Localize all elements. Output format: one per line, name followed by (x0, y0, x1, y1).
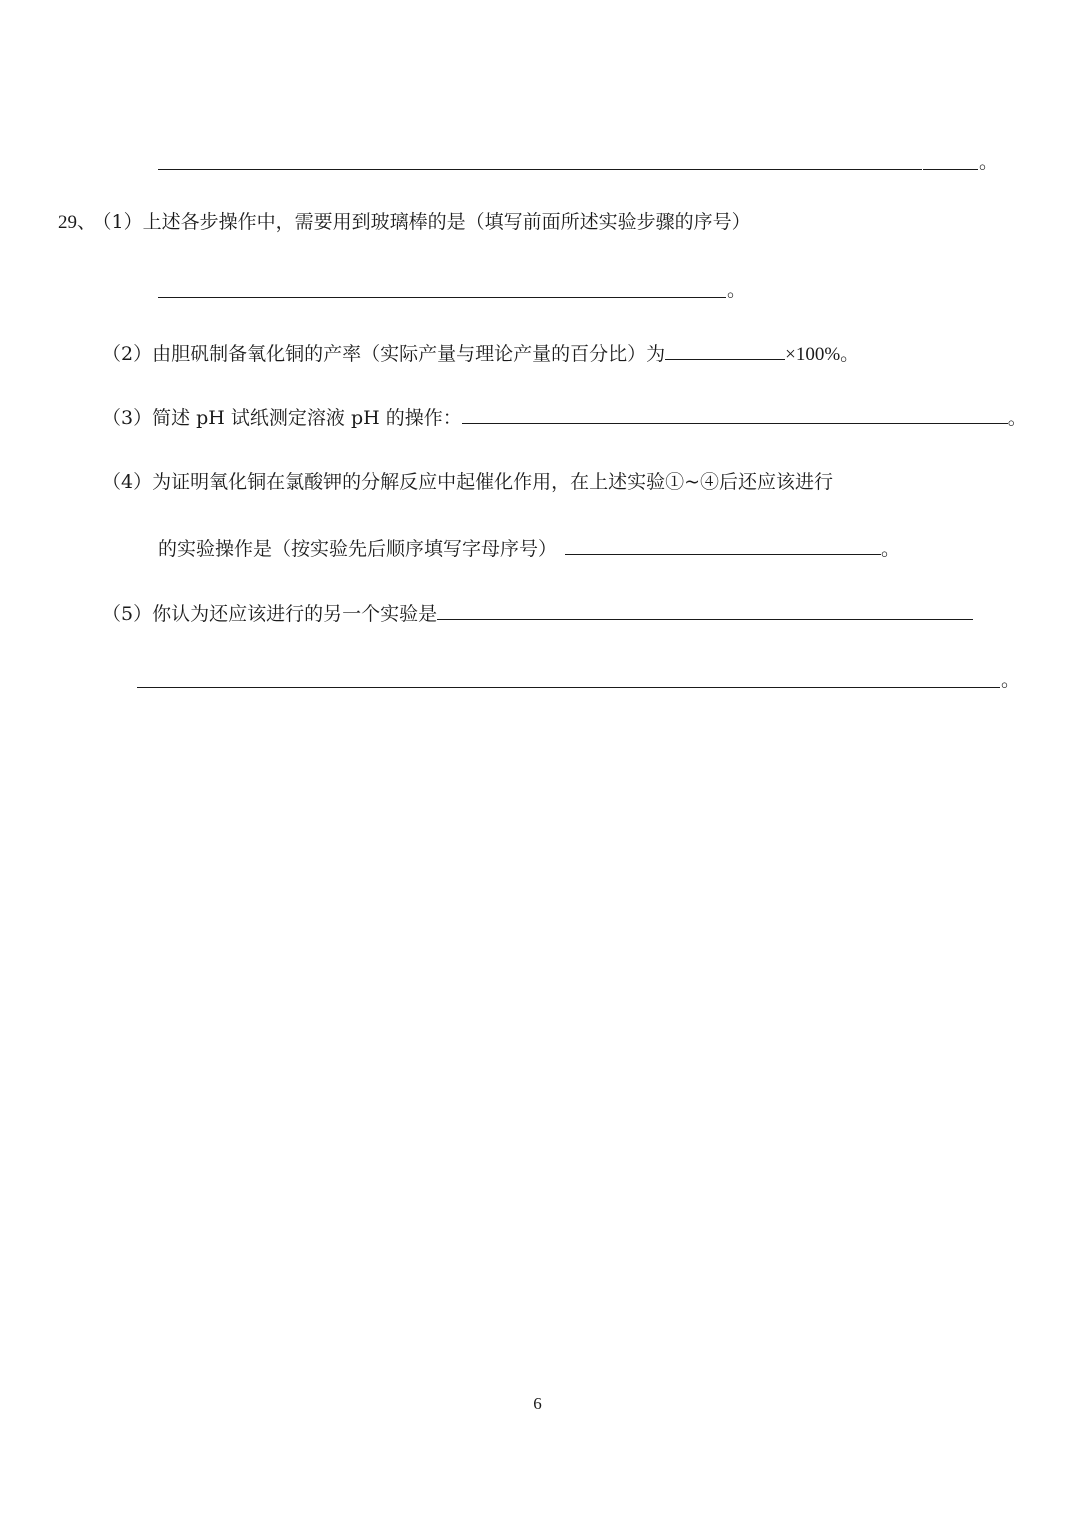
answer-blank-2[interactable] (665, 341, 785, 360)
question-29-part-5 (102, 601, 973, 626)
end-mark: 。 (1007, 407, 1027, 429)
part-text: 由胆矾制备氧化铜的产率（实际产量与理论产量的百分比）为 (152, 343, 666, 365)
part-text: 你认为还应该进行的另一个实验是 (152, 603, 438, 625)
answer-blank-1[interactable] (158, 296, 726, 298)
question-29-part-1 (58, 210, 751, 235)
answer-blank-top-1[interactable] (158, 168, 650, 170)
part-label: （2） (102, 343, 153, 365)
question-number: 29、 (58, 212, 97, 233)
end-mark: 。 (979, 151, 999, 173)
end-mark: 。 (727, 279, 747, 301)
answer-blank-4[interactable] (565, 536, 881, 555)
answer-blank-5b[interactable] (137, 686, 1000, 688)
part-text-continued: 的实验操作是（按实验先后顺序填写字母序号） (158, 538, 558, 560)
part-text: 上述各步操作中，需要用到玻璃棒的是（填写前面所述实验步骤的序号） (142, 211, 751, 233)
end-mark: 。 (881, 538, 901, 560)
page-number: 6 (533, 1394, 542, 1413)
answer-blank-top-3[interactable] (923, 168, 978, 170)
part-label: （3） (102, 407, 153, 429)
part-label: （5） (102, 603, 153, 625)
part-suffix: ×100%。 (785, 344, 860, 365)
question-29-part-3 (102, 405, 1027, 430)
answer-blank-3[interactable] (462, 405, 1008, 424)
part-text: 为证明氧化铜在氯酸钾的分解反应中起催化作用，在上述实验①~④后还应该进行 (152, 471, 834, 493)
question-29-part-4-cont (158, 536, 900, 561)
end-mark: 。 (1001, 669, 1021, 691)
answer-blank-top-2[interactable] (650, 168, 922, 170)
part-label: （4） (102, 471, 153, 493)
answer-blank-5a[interactable] (437, 601, 973, 620)
question-29-part-4 (102, 470, 833, 494)
question-29-part-2 (102, 341, 859, 367)
part-text: 简述 pH 试纸测定溶液 pH 的操作： (152, 407, 462, 429)
part-label: （1） (102, 211, 143, 233)
